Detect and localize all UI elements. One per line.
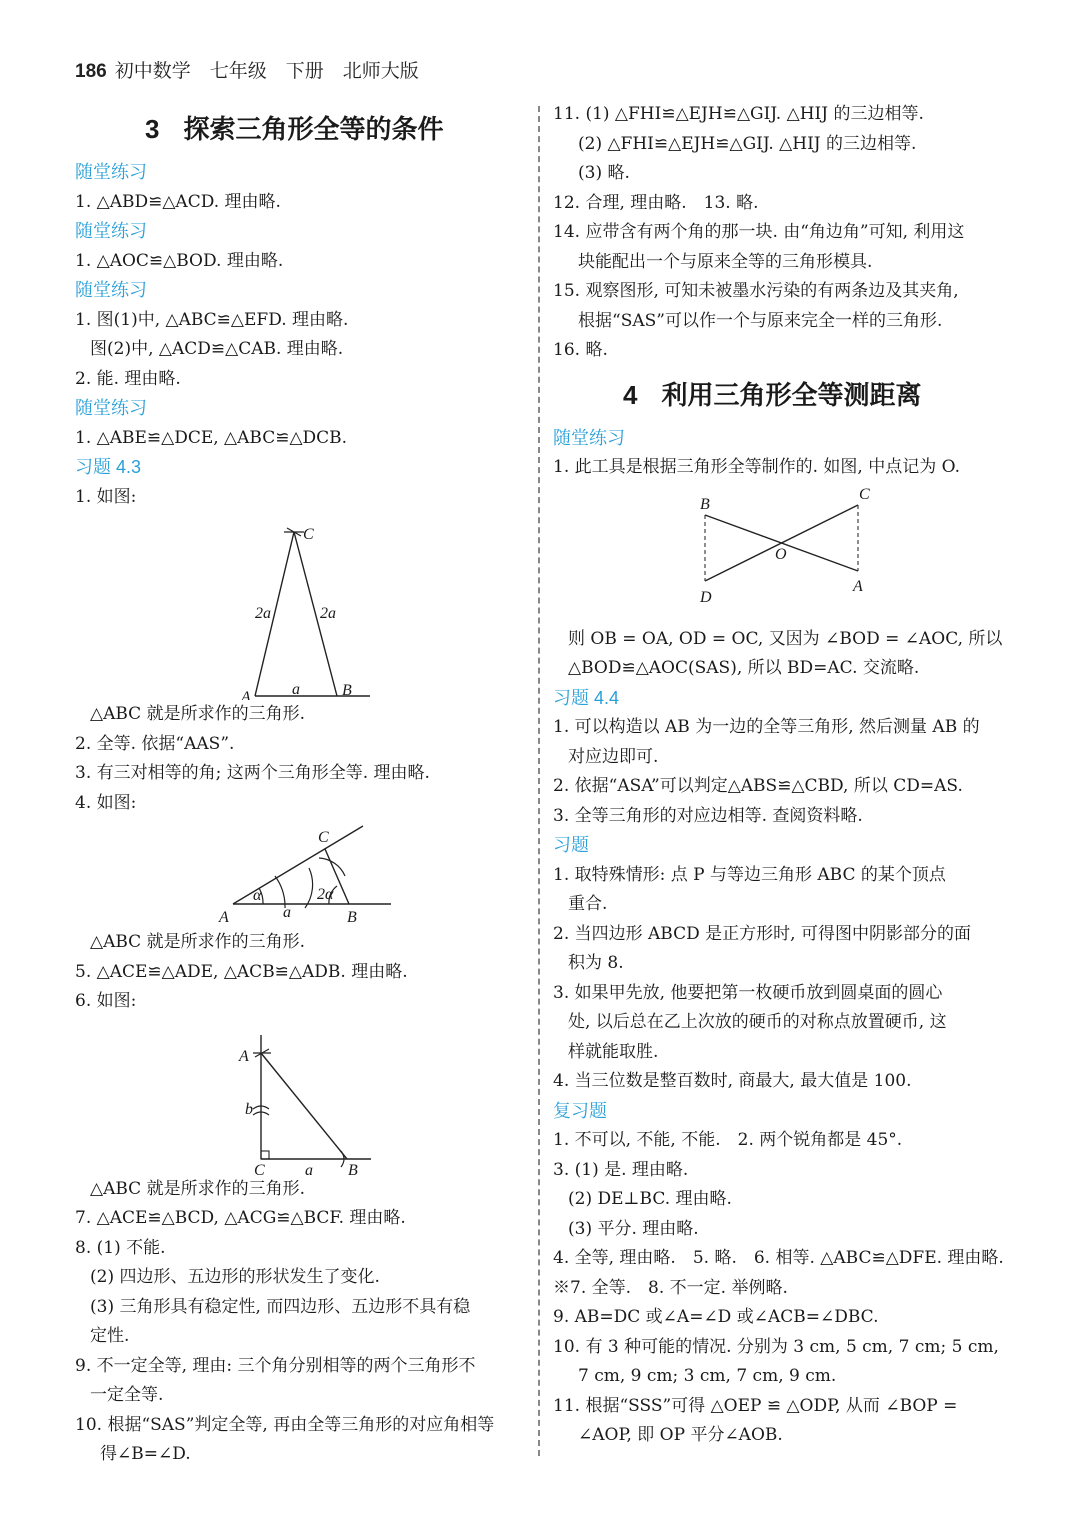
answer-line: 根据“SAS”可以作一个与原来完全一样的三角形. xyxy=(578,310,943,331)
subsection-title: 随堂练习 xyxy=(75,221,147,241)
answer-line: 定性. xyxy=(90,1326,130,1346)
subsection-title: 习题 xyxy=(553,835,589,855)
answer-line: 2. 依据“ASA”可以判定△ABS≌△CBD, 所以 CD=AS. xyxy=(553,776,963,796)
answer-line: 3. (1) 是. 理由略. xyxy=(553,1159,689,1180)
answer-line: 9. AB=DC 或∠A=∠D 或∠ACB=∠DBC. xyxy=(553,1307,879,1327)
answer-line: 15. 观察图形, 可知未被墨水污染的有两条边及其夹角, xyxy=(553,281,959,301)
answer-line: △ABC 就是所求作的三角形. xyxy=(90,1178,305,1199)
answer-line: 6. 如图: xyxy=(75,991,137,1011)
answer-line: △ABC 就是所求作的三角形. xyxy=(90,704,305,724)
label-right-side: 2a xyxy=(320,605,336,622)
triangle-diagram xyxy=(75,512,525,700)
figure-isosceles-triangle xyxy=(75,512,525,700)
answer-line: 7. △ACE≌△BCD, △ACG≌△BCF. 理由略. xyxy=(75,1208,406,1228)
subsection-title: 随堂练习 xyxy=(75,280,147,300)
subsection-title: 复习题 xyxy=(553,1100,607,1121)
label-b: b xyxy=(245,1100,253,1118)
answer-line: 1. 不可以, 不能, 不能. 2. 两个锐角都是 45°. xyxy=(553,1130,903,1150)
right-column xyxy=(553,100,1005,1451)
subsection-title: 习题 4.4 xyxy=(553,687,620,708)
answer-line: 10. 有 3 种可能的情况. 分别为 3 cm, 5 cm, 7 cm; 5 cm, xyxy=(553,1336,999,1357)
answer-line: ※7. 全等. 8. 不一定. 举例略. xyxy=(553,1277,788,1298)
answer-line: 7 cm, 9 cm; 3 cm, 7 cm, 9 cm. xyxy=(578,1366,837,1386)
answer-line: 4. 如图: xyxy=(75,792,137,813)
answer-line: (3) 平分. 理由略. xyxy=(568,1218,699,1239)
answer-line: 10. 根据“SAS”判定全等, 再由全等三角形的对应角相等 xyxy=(75,1414,495,1435)
answer-line: 4. 全等, 理由略. 5. 略. 6. 相等. △ABC≌△DFE. 理由略. xyxy=(553,1248,1004,1268)
label-A: A xyxy=(241,689,251,700)
answer-line: 块能配出一个与原来全等的三角形模具. xyxy=(578,251,873,272)
angle-diagram xyxy=(75,818,525,928)
figure-right-triangle xyxy=(75,1017,525,1175)
crossing-diagram xyxy=(553,483,1005,625)
answer-line: 1. 如图: xyxy=(75,486,137,507)
answer-line: 1. △AOC≌△BOD. 理由略. xyxy=(75,250,284,271)
page-header xyxy=(75,56,419,83)
answer-line: △BOD≌△AOC(SAS), 所以 BD=AC. 交流略. xyxy=(568,658,920,678)
label-B: B xyxy=(700,495,710,513)
answer-line: 重合. xyxy=(568,894,608,914)
answer-line: 1. △ABE≌△DCE, △ABC≌△DCB. xyxy=(75,427,348,448)
answer-line: 2. 能. 理由略. xyxy=(75,368,181,389)
page-number: 186 xyxy=(75,61,107,82)
answer-line: 样就能取胜. xyxy=(568,1041,659,1062)
subsection-title: 随堂练习 xyxy=(75,398,147,418)
answer-line: (3) 略. xyxy=(578,163,630,183)
answer-line: 3. 有三对相等的角; 这两个三角形全等. 理由略. xyxy=(75,763,430,783)
label-A: A xyxy=(853,577,863,595)
figure-crossing-lines xyxy=(553,483,1005,625)
answer-line: 3. 全等三角形的对应边相等. 查阅资料略. xyxy=(553,805,863,826)
subsection-title: 习题 4.3 xyxy=(75,457,142,477)
answer-line: 处, 以后总在乙上次放的硬币的对称点放置硬币, 这 xyxy=(568,1012,947,1032)
answer-line: 图(2)中, △ACD≌△CAB. 理由略. xyxy=(90,339,344,359)
answer-line: 16. 略. xyxy=(553,340,608,360)
label-D: D xyxy=(700,588,712,606)
answer-line: ∠AOP, 即 OP 平分∠AOB. xyxy=(578,1425,783,1445)
subsection-title: 随堂练习 xyxy=(75,162,147,182)
section-heading-4: 4 利用三角形全等测距离 xyxy=(623,379,922,410)
label-C: C xyxy=(859,485,870,503)
answer-line: 得∠B=∠D. xyxy=(100,1444,191,1464)
answer-line: 1. △ABD≌△ACD. 理由略. xyxy=(75,191,281,212)
answer-line: 12. 合理, 理由略. 13. 略. xyxy=(553,192,759,213)
answer-line: 9. 不一定全等, 理由: 三个角分别相等的两个三角形不 xyxy=(75,1355,476,1376)
answer-line: (3) 三角形具有稳定性, 而四边形、五边形不具有稳 xyxy=(90,1296,471,1317)
answer-line: 8. (1) 不能. xyxy=(75,1237,166,1258)
label-two-alpha: 2α xyxy=(317,886,334,903)
label-O: O xyxy=(775,545,787,563)
label-alpha: α xyxy=(253,887,262,904)
answer-line: 1. 此工具是根据三角形全等制作的. 如图, 中点记为 O. xyxy=(553,457,960,477)
answer-line: (2) DE⊥BC. 理由略. xyxy=(568,1189,732,1209)
answer-line: 一定全等. xyxy=(90,1385,164,1405)
label-a: a xyxy=(305,1161,313,1175)
answer-line: △ABC 就是所求作的三角形. xyxy=(90,932,305,952)
label-left-side: 2a xyxy=(255,605,271,622)
answer-line: 1. 图(1)中, △ABC≌△EFD. 理由略. xyxy=(75,309,349,330)
answer-line: 1. 取特殊情形: 点 P 与等边三角形 ABC 的某个顶点 xyxy=(553,864,946,885)
label-base: a xyxy=(292,681,300,698)
left-column xyxy=(75,100,525,1470)
answer-line: 11. (1) △FHI≌△EJH≌△GIJ. △HIJ 的三边相等. xyxy=(553,104,924,124)
answer-line: 5. △ACE≌△ADE, △ACB≌△ADB. 理由略. xyxy=(75,961,408,982)
label-A: A xyxy=(219,909,229,926)
answer-line: 14. 应带含有两个角的那一块. 由“角边角”可知, 利用这 xyxy=(553,222,965,242)
label-A: A xyxy=(239,1047,249,1065)
answer-line: (2) △FHI≌△EJH≌△GIJ. △HIJ 的三边相等. xyxy=(578,133,917,154)
label-C: C xyxy=(303,526,314,543)
answer-line: 4. 当三位数是整百数时, 商最大, 最大值是 100. xyxy=(553,1071,912,1091)
label-C: C xyxy=(318,829,329,846)
answer-line: 积为 8. xyxy=(568,953,624,973)
answer-line: 3. 如果甲先放, 他要把第一枚硬币放到圆桌面的圆心 xyxy=(553,982,943,1003)
answer-line: 对应边即可. xyxy=(568,746,659,767)
answer-line: 2. 当四边形 ABCD 是正方形时, 可得图中阴影部分的面 xyxy=(553,923,971,944)
answer-line: 11. 根据“SSS”可得 △OEP ≌ △ODP, 从而 ∠BOP = xyxy=(553,1395,958,1416)
column-divider xyxy=(538,106,540,1456)
label-C: C xyxy=(254,1161,265,1175)
label-B: B xyxy=(342,682,352,699)
book-title: 初中数学 七年级 下册 北师大版 xyxy=(114,61,419,82)
label-B: B xyxy=(348,1161,358,1175)
label-base: a xyxy=(283,904,291,921)
label-B: B xyxy=(347,909,357,926)
section-heading-3: 3 探索三角形全等的条件 xyxy=(145,114,444,144)
answer-line: 2. 全等. 依据“AAS”. xyxy=(75,733,235,754)
right-triangle-diagram xyxy=(75,1017,525,1175)
answer-line: 则 OB = OA, OD = OC, 又因为 ∠BOD = ∠AOC, 所以 xyxy=(568,628,1003,649)
subsection-title: 随堂练习 xyxy=(553,427,625,448)
answer-line: 1. 可以构造以 AB 为一边的全等三角形, 然后测量 AB 的 xyxy=(553,717,980,737)
figure-angle-construction xyxy=(75,818,525,928)
answer-line: (2) 四边形、五边形的形状发生了变化. xyxy=(90,1267,380,1287)
